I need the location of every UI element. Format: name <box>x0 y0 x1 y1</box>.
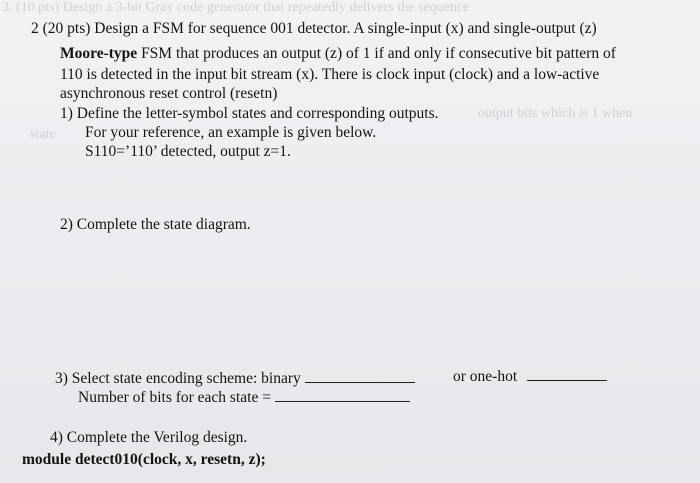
bits-per-state-text: Number of bits for each state = <box>78 389 271 406</box>
part-3-label-row <box>55 369 415 388</box>
part-3-onehot-row <box>453 367 607 386</box>
part-3-label: 3) Select state encoding scheme: binary <box>55 370 301 387</box>
question-2-line-4: asynchronous reset control (resetn) <box>60 85 278 102</box>
part-1-example: S110=’110’ detected, output z=1. <box>85 143 291 160</box>
part-1-label: 1) Define the letter-symbol states and corresponding outputs. <box>60 105 439 122</box>
question-2-line-2 <box>60 44 616 63</box>
ghost-text-top: 3. (10 pts) Design a 3-bit Gray code generator that repeatedly delivers the sequence <box>2 0 470 15</box>
verilog-module-header: module detect010(clock, x, resetn, z); <box>22 451 266 468</box>
question-2-line-1: 2 (20 pts) Design a FSM for sequence 001 detector. A single-input (x) and single-output (z) <box>31 20 597 37</box>
ghost-text-right: output bits which is 1 when <box>478 106 633 121</box>
ghost-text-left: state <box>30 127 56 142</box>
part-4-label: 4) Complete the Verilog design. <box>50 429 248 446</box>
part-1-reference: For your reference, an example is given below. <box>85 124 377 141</box>
or-onehot-text: or one-hot <box>453 368 518 385</box>
part-2-label: 2) Complete the state diagram. <box>60 216 251 233</box>
moore-type-bold: Moore-type <box>60 45 138 62</box>
moore-type-text: Moore-type FSM that produces an output (z) of 1 if and only if consecutive bit pattern of <box>60 45 616 62</box>
onehot-blank <box>527 368 607 381</box>
part-3-bits-row <box>78 388 410 407</box>
bits-blank <box>275 389 410 402</box>
binary-blank <box>305 370 415 383</box>
question-2-line-3: 110 is detected in the input bit stream (x). There is clock input (clock) and a low-active <box>60 66 600 83</box>
